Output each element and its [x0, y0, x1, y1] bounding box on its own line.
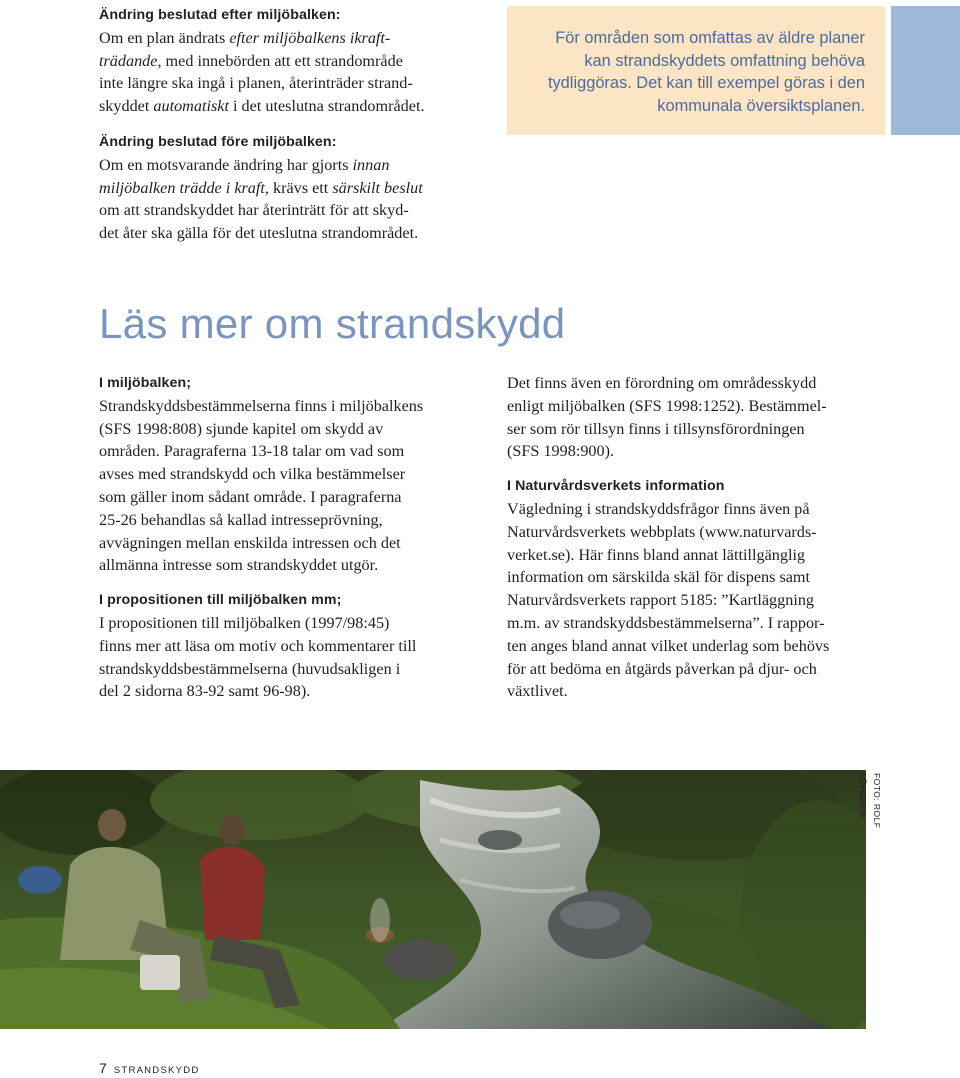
- body-text: om att strandskyddet har återinträtt för att skyd- det åter ska gälla för det uteslutna strandområdet.: [99, 201, 419, 243]
- section-after-environmental-code: [99, 4, 489, 118]
- page-footer: [99, 1060, 200, 1076]
- photo-credit: FOTO: ROLF LÖFGREN: [858, 773, 882, 829]
- section-heading: I miljöbalken;: [99, 375, 192, 391]
- page-number: 7: [99, 1060, 107, 1076]
- callout-box: [507, 6, 885, 135]
- section-body: [99, 154, 489, 245]
- accent-strip: [891, 6, 960, 135]
- body-text: Om en plan ändrats: [99, 28, 230, 47]
- section-heading: I Naturvårdsverkets information: [507, 478, 725, 495]
- stream-photo: [0, 770, 866, 1029]
- body-text: , med innebörden att ett strandområde inte längre ska ingå i planen, återinträder strand- skyddet: [99, 51, 413, 116]
- right-column: [507, 372, 882, 703]
- body-text: Om en motsvarande ändring har gjorts: [99, 155, 353, 174]
- emphasis-text: efter miljöbalkens ikraft- trädande: [99, 28, 391, 70]
- top-left-text: [99, 4, 489, 258]
- section-body: I propositionen till miljöbalken (1997/98:45) finns mer att läsa om motiv och kommentarer till strandskyddsbestämmelserna (huvudsakligen i del 2 sidorna 83-92 samt 96-98).: [99, 613, 417, 701]
- emphasis-text: innan miljöbalken trädde i kraft: [99, 155, 390, 197]
- body-text: i det uteslutna strandområdet.: [228, 97, 425, 116]
- callout-text: För områden som omfattas av äldre planer kan strandskyddets omfattning behöva tydliggöras. Det kan till exempel göras i den kommunala översiktsplanen.: [547, 29, 865, 115]
- section-before-environmental-code: [99, 131, 489, 245]
- page-title: Läs mer om strandskydd: [99, 300, 566, 347]
- section-heading: I propositionen till miljöbalken mm;: [99, 592, 342, 609]
- section-body: [99, 27, 489, 118]
- emphasis-text: automatiskt: [153, 97, 229, 116]
- section-heading: Ändring beslutad efter miljöbalken:: [99, 7, 341, 23]
- section-body: Vägledning i strandskyddsfrågor finns även på Naturvårdsverkets webbplats (www.naturvards- verket.se). Här finns bland annat lättillgänglig information om särskilda skäl för dispens samt Naturvårdsverkets rapport 5185: ”Kartläggning m.m. av strandskyddsbestämmelserna”. I rappor- ten anges bland annat vilket underlag som behövs för att bedöma en åtgärds påverkan på djur- och växtlivet.: [507, 499, 830, 701]
- section-body: Strandskyddsbestämmelserna finns i miljöbalkens (SFS 1998:808) sjunde kapitel om skydd av områden. Paragraferna 13-18 talar om vad som avses med strandskydd och vilka bestämmelser som gäller inom sådant område. I paragraferna 25-26 behandlas så kallad intresseprövning, avvägningen mellan enskilda intressen och det allmänna intresse som strandskyddet utgör.: [99, 396, 424, 575]
- emphasis-text: särskilt beslut: [332, 178, 423, 197]
- intro-paragraph: Det finns även en förordning om områdesskydd enligt miljöbalken (SFS 1998:1252). Bestämmel- ser som rör tillsyn finns i tillsynsförordningen (SFS 1998:900).: [507, 374, 827, 461]
- section-heading: Ändring beslutad före miljöbalken:: [99, 133, 337, 150]
- body-text: , krävs ett: [264, 178, 333, 197]
- left-column: [99, 372, 489, 703]
- running-title: STRANDSKYDD: [113, 1065, 200, 1076]
- stream-photo-illustration: [0, 770, 866, 1029]
